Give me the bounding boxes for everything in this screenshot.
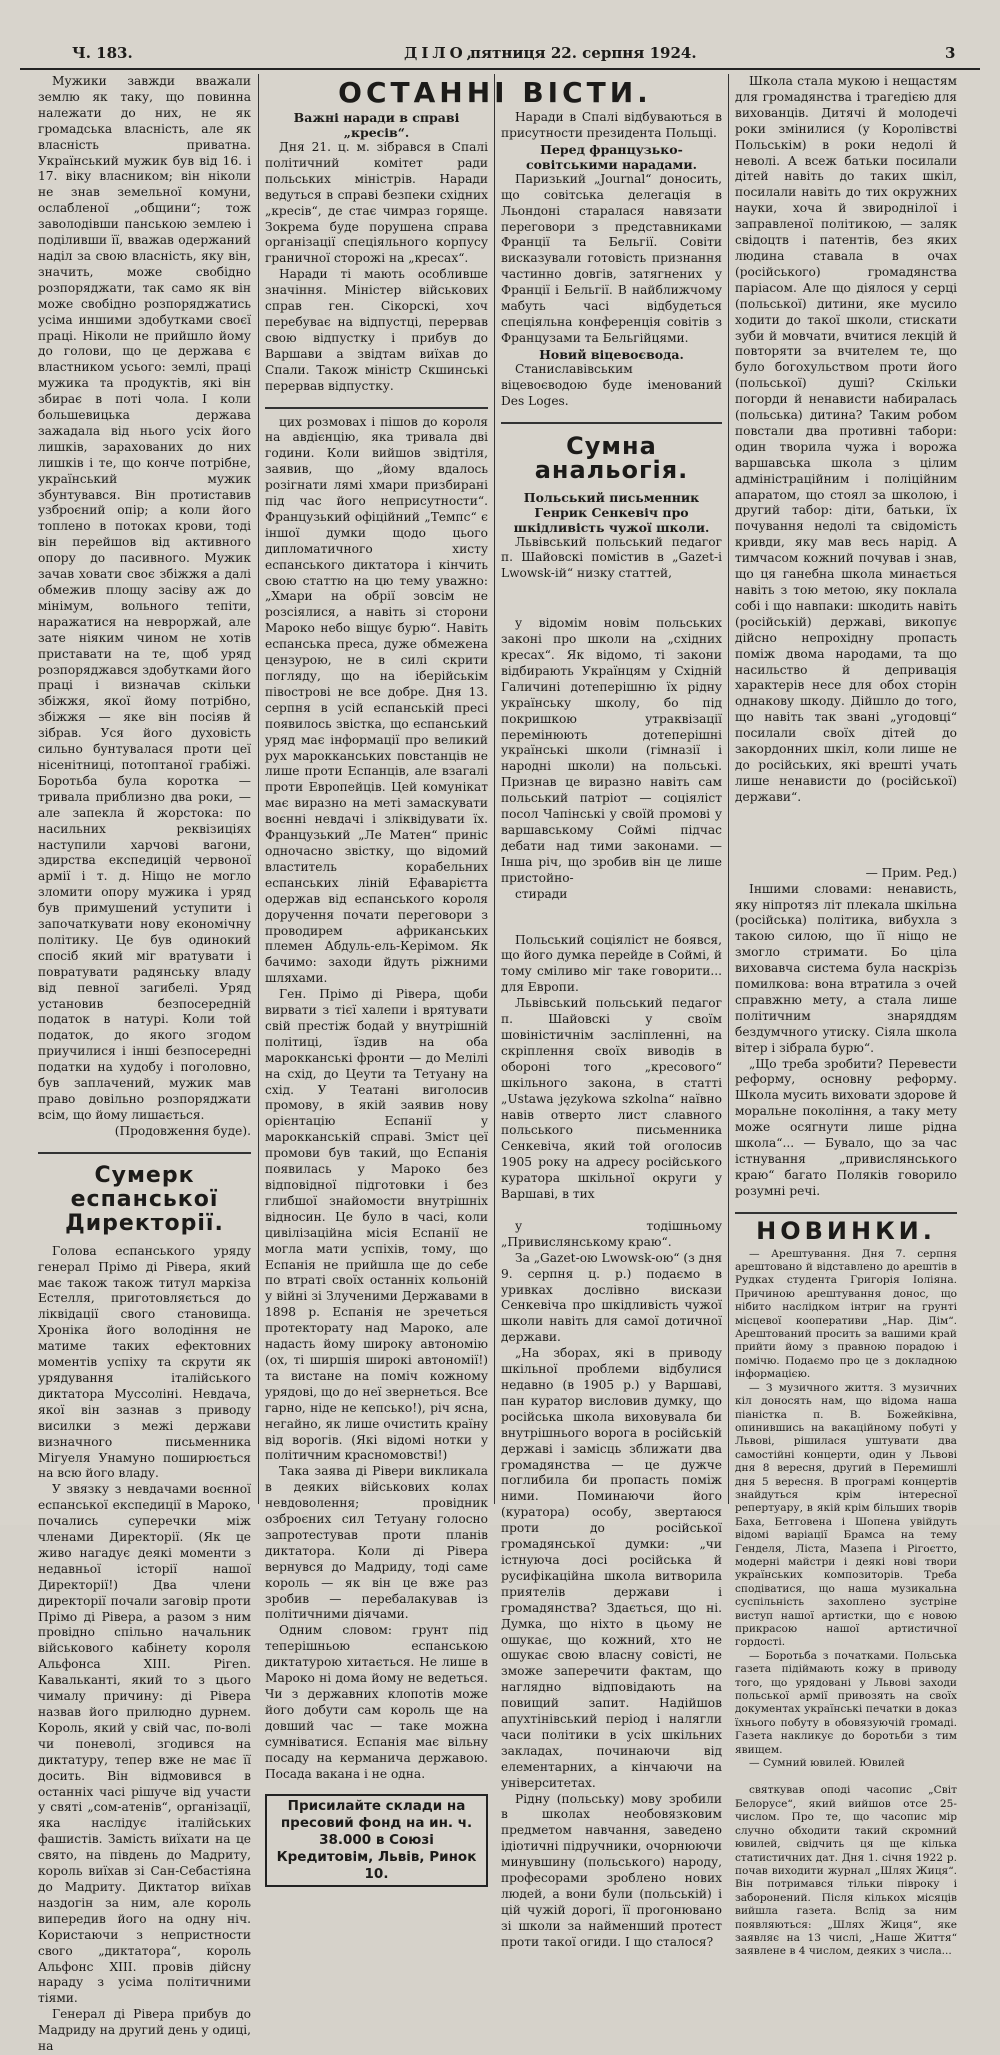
article-paragraph: Одним словом: грунт під теперішньою еспанською диктатурою хитається. Не лише в Мароко ні дома йому не ведеться. Чи з державних клопотів може його добути сам король ще на довший час — таке можна сумніватися. Еспанія має вільну посаду на керманича державою. Посада вакана і не одна. — [265, 1623, 488, 1781]
news-subheading: Важні наради в справі „кресів“. — [293, 110, 460, 140]
article-title-sad-analogy: Сумна анальогія. — [534, 431, 689, 484]
section-divider — [38, 1152, 251, 1154]
article-paragraph: Львівський польський педагог п. Шайовскі у своїм шовіністичнім засліпленні, на скріплення своїх виводів в обороні того „кресового“ шкільного закона, в статті „Ustawa językowa szkolna“ наївно навів отверто лист славного польського письменника Сенкевіча, який той оголосив 1905 року на адресу російського куратора шкільної округи у Варшаві, в тих — [501, 996, 722, 1202]
news-item: — Арештування. Дня 7. серпня арештовано й відставлено до арештів в Рудках студента Григорія Іоліяна. Причиною арештування донос, що нібито наслідком інтриг на грунті місцевої кооперативи „Нар. Дім“. Арештований просить за вашими край прийти йому з правною порадою і помічю. Подаємо про це з докладною інформацією. — [735, 1247, 957, 1381]
article-paragraph: Голова еспанського уряду генерал Прімо ді Рівера, який має також також титул маркіза Естелля, приготовляється до ліквідації свого становища. Хроніка його володіння не матиме таких ефектовних моментів успіху та скрути як урядування італійського диктатора Муссоліні. Невдача, якої він зазнав з приводу висилки з межі держави визначного письменника Мігуеля Унамуно поширюється на всю його владу. — [38, 1243, 251, 1481]
article-paragraph: Паризький „Journal“ доносить, що совітська делегація в Льондоні старалася навязати переговори з представниками Франції та Бельгії. Совіти висказували готовість признання частинно довгів, затягнених у Франції і Бельгії. В найближчому мабуть часі відбудеться спеціяльна конференція совітів з Французами та Бельгійцями. — [501, 171, 722, 345]
issue-date: пятниця 22. серпня 1924. — [470, 44, 697, 62]
page-number: 3 — [945, 44, 956, 62]
news-item: — З музичного життя. З музичних кіл доносять нам, що відома наша піаністка п. В. Божейківна, опинившись на вакаційному побуті у Львові, рішилася уштувати два самостійні концерти, один у Львові дня 8 вересня, другий в Перемишлі дня 5 вересня. В програмі концертів знайдуться крім інтересної репертуару, в якій крім більших творів Баха, Бетговена і Шопена увійдуть відомі варіації Брамса на тему Генделя, Ліста, Мазепа і Рігоєтто, модерні майстри і деякі нові твори українських композиторів. Треба сподіватися, що наша музикальна суспільність захоплено зустріне виступ нашої артистки, що є новою прикрасою нашої артистичної гордості. — [735, 1381, 957, 1649]
continuation-note: (Продовження буде). — [114, 1123, 251, 1138]
article-paragraph: у відомім новім польських законі про школи на „східних кресах“. Як відомо, ті закони відбирають Українцям у Східній Галичині дотеперішню їх рідну українську школу, бо під покришкою утраквізації перемінюють дотеперішні українські школи (гімназії і народні школи) на польські. Признав це виразно навіть сам польський патріот — соціяліст посол Чапінські у своїй промові у варшавському Соймі підчас дебати над тими законами. — Інша річ, що зробив він це лише пристойно- — [501, 616, 722, 885]
newspaper-title: ДІЛО, — [404, 44, 476, 62]
section-divider — [501, 422, 722, 424]
news-item: — Сумний ювилей. Ювилей — [749, 1757, 905, 1770]
column-1 — [38, 74, 251, 2054]
article-paragraph: Іншими словами: ненависть, яку ніпротяз літ плекала шкільна (російська) політика, вибухла з такою силою, що її ніщо не змогло стримати. Бо ціла виховавча система була наскрізь помилкова: вона втратила з очей справжню мету, а стала лише політичним знаряддям бездумчного утиску. Сіяла школа вітер і зібрала бурю“. — [735, 881, 957, 1055]
article-paragraph: Ген. Прімо ді Рівера, щоби вирвати з тієї халепи і врятувати свій престіж бодай у внутрішній політиці, їздив на оба марокканські фронти — до Мелілі на схід, до Цеути та Тетуану на схід. У Театані виголосив промову, в якій заявив нову орієнтацію Еспанії у марокканській справі. Зміст цеї промови був такий, що Еспанія появилась у Мароко без відповідної підготовки і без глибшої знайомости внутрішніх відносин. Це було в часі, коли цивілізаційна місія Еспанії не могла мати успіхів, тому, що Еспанія не прийшла ще до себе по втраті своїх останніх кольоній у війні зі Злученими Державами в 1898 р. Еспанія не зречеться протекторату над Мароко, але надасть йому широку автономію (ох, ті ширшія широкі автономії!) та вистане на поміч кожному урядові, що до неї звернеться. Все гарно, ніде не кепсько!), річ ясна, негайно, як лише очистить країну від ворогів. (Які відомі нотки у політичним красномовстві!) — [265, 987, 488, 1463]
article-paragraph: Дня 21. ц. м. зібрався в Спалі політичний комітет ради польських міністрів. Наради ведуться в справі безпеки східних „кресів“, де стає чимраз горяще. Зокрема буде порушена справа організації спеціяльного корпусу граничної сторожі на „кресах“. — [265, 140, 488, 266]
article-paragraph: Така заява ді Рівери викликала в деяких військових колах невдоволення; провідник озброєних сил Тетуану голосно запротестував проти планів диктатора. Коли ді Рівера вернувся до Мадриду, тоді саме король — як він це вже раз зробив — перебалакував із політичними діячами. — [265, 1464, 488, 1622]
issue-number: Ч. 183. — [72, 44, 133, 62]
article-paragraph: Станиславівським віцевоєводою буде іменований Des Loges. — [501, 361, 722, 408]
article-paragraph: У звязку з невдачами воєнної еспанської експедиції в Мароко, почались суперечки між членами Директорії. (Як це живо нагадує деякі моменти з недавньої історії нашої Директорії!) Два члени директорії почали заговір проти Прімо ді Рівера, а разом з ним провідно спільно начальник військового кабінету короля Альфонса XIII. Рігеn. Кавальканті, який то з цього чималу причину: ді Рівера назвав його прилюдно дурнем. Король, який у свій час, по-волі чи поневолі, згодився на диктатуру, тепер вже не має її досить. Він відмовився в останніх часі рішуче від участи у святі „сом-атенів“, організації, яка наслідує італійських фашистів. Замість виїхати на це свято, на південь до Мадриту, король виїхав зі Сан-Себастіяна до Мадриту. Диктатор виїхав наздогін за ним, але король випередив його на одну ніч. Користаючи з непристности свого „диктатора“, король Альфонс XIII. провів дійсну нараду з усіма політичними тіями. — [38, 1482, 251, 2006]
column-rule — [258, 74, 259, 1504]
article-paragraph: Польський соціяліст не боявся, що його думка перейде в Соймі, й тому сміливо міг таке говорити... для Европи. — [501, 932, 722, 995]
editor-note: — Прим. Ред.) — [865, 865, 957, 880]
section-divider — [265, 407, 488, 409]
news-subheading: Перед французько-совітськими нарадами. — [525, 141, 697, 172]
column-rule — [728, 74, 729, 1504]
article-paragraph: стиради — [515, 886, 568, 901]
article-subtitle: Польський письменник Генрик Сенкевіч про шкідливість чужої школи. — [513, 489, 710, 535]
article-paragraph: Рідну (польську) мову зробили в школах необовязковим предметом навчання, заведено ідіотичні підручники, очорнюючи минувшину (польського) народу, професорами зроблено нових людей, а вони були (польській) і цій чужій дорогі, її прогонювано зі школи за найменший протест проти такої огиди. І що сталося? — [501, 1791, 722, 1949]
article-paragraph: у тодішньому „Привислянському краю“. — [501, 1218, 722, 1249]
article-paragraph: „Що треба зробити? Перевести реформу, основну реформу. Школа мусить виховати здорове й моральне покоління, а таку мету може осягнути лише рідна школа“... — Бувало, що за час істнування „привислянського краю“ багато Поляків говорило розумні речі. — [735, 1056, 957, 1198]
press-fund-notice: Присилайте склади на пресовий фонд на ин. ч. 38.000 в Союзі Кредитовім, Львів, Ринок 10. — [265, 1794, 488, 1887]
page-header — [20, 44, 980, 70]
section-title-news: НОВИНКИ. — [756, 1216, 936, 1245]
section-title-latest-news: ОСТАННІ ВІСТИ. — [338, 76, 652, 109]
section-divider — [735, 1212, 957, 1214]
column-rule — [494, 74, 495, 1504]
column-4 — [735, 74, 957, 1958]
news-subheading: Новий віцевоєвода. — [539, 346, 684, 362]
article-title-spanish-directory: Сумерк еспанської Директорії. — [65, 1162, 224, 1236]
article-paragraph: Мужики завжди вважали землю як таку, що повинна належати до них, не як громадська власність, але як власність приватна. Український мужик був від 16. і 17. віку власником; він ніколи не знав земельної комуни, ослабленої „общини“; тож заволодівши панською землею і поділивши її, вважав одержаний наділ за свою власність, яку він, значить, може свобідно розпоряджати, так само як він може свобідно розпоряджатись усіма иншими здобутками своєї праці. Ніколи не прийшло йому до голови, що це держава є властником усього: землі, праці мужика та продуктів, які він збирає в поті чола. І коли большевицька держава зажадала від нього усіх його лишків, зарахованих до них лишків і те, що конче потрібне, український мужик збунтувався. Він протиставив узброєний опір; а коли його топлено в потоках крови, тоді він перейшов від активного опору до пасивного. Мужик зачав ховати своє збіжжя а далі обмежив площу засіву аж до мінімум, вольного тепіти, наражатися на невроржай, але зате ніяким чином не хотів приставати на те, щоб уряд розпоряджався здобутками його праці і визначав скільки збіжжя, якої йому потрібно, збіжжя — яке він посіяв й зібрав. Уся його духовість сильно бунтувалася проти цеї нісенітниці, потоптаної грабіжі. Боротьба була коротка — тривала приблизно два роки, — але запекла й жорстока: по насильних реквізиціях наступили харчові вагони, здирства експедицій червоної армії і т. д. Ніщо не могло зломити опору мужика і уряд був примушений уступити і започаткувати нову економічну політику. Це був одинокий спосіб який міг вратувати і повратувати радянську владу від певної загибелі. Уряд установив безпосередній податок в натурі. Коли той податок, до якого згодом приучилися і інші безпосередні податки на худобу і поголовно, був заплачений, мужик мав право довільно розпоряджати всім, що йому лишається. — [38, 74, 251, 1122]
news-item: святкував оподі часопис „Світ Белорусе“, який вийшов отсе 25-числом. Про те, що часопис мір случно обходити такий скромний ювилей, свідчить ця ще кілька статистичних дат. Дня 1. січня 1922 р. почав виходити журнал „Шлях Жиця“. Він потримався тільки півроку і заборонений. Після кількох місяців вийшла газета. Вслід за ним появляються: „Шлях Жиця“, яке заявляє на 13 числі, „Наше Життя“ заявлене в 4 числом, деяких з числа... — [735, 1784, 957, 1958]
news-item: — Боротьба з початками. Польська газета підіймають кожу в приводу того, що урядовані у Львові заходи польської армії привозять на своїх документах українські печатки в доказ їхнього побуту в обовязуючій громаді. Газета накликує до боротьби з тим явищем. — [735, 1649, 957, 1756]
article-paragraph: Львівський польський педагог п. Шайовскі помістив в „Gazet-i Lwowsk-ій“ низку статтей, — [501, 534, 722, 581]
article-paragraph: цих розмовах і пішов до короля на авдієнцію, яка тривала дві години. Коли вийшов звідтіля, заявив, що „йому вдалось розігнати лямі хмари призбирані під час його неприсутности“. Французький офіційний „Темпс“ є іншої думки щодо цього дипломатичного хисту еспанського диктатора і кінчить свою статтю на цю тему уважно: „Хмари на обрії зовсім не розсіялися, а навіть зі сторони Мароко небо віщує бурю“. Навіть еспанська преса, дуже обмежена цензурою, не в силі скрити погляду, що на іберійськім півострові не все добре. Дня 13. серпня в усій еспанській пресі появилось звістка, що еспанський уряд має інформації про великий рух марокканських повстанців не лише проти Еспанців, але взагалі проти Европейців. Цей комунікат має виразно на меті замаскувати воєнні невдачі і зліквідувати їх. Французький „Ле Матен“ приніс одночасно звістку, що відомий властитель корабельних еспанських ліній Ефаварієтта одержав від еспанського короля доручення почати переговори з проводирем африканських племен Абдуль-ель-Керімом. Як бачимо: заходи йдуть ріжними шляхами. — [265, 414, 488, 986]
column-2 — [265, 110, 488, 1883]
column-3 — [501, 110, 723, 1949]
article-paragraph: Генерал ді Рівера прибув до Мадриду на другий день у одиці, на — [38, 2007, 251, 2054]
article-paragraph: Наради в Спалі відбуваються в присутности президента Польщі. — [501, 110, 722, 140]
article-paragraph: За „Gazet-ою Lwowsk-ою“ (з дня 9. серпня ц. р.) подаємо в уривках дослівно вискази Сенкевіча про шкідливість чужої школи навіть для самої дотичної держави. — [501, 1250, 723, 1345]
article-paragraph: „На зборах, які в приводу шкільної проблеми відбулися недавно (в 1905 р.) у Варшаві, пан куратор висловив думку, що російська школа виховувала би внутрішнього ворога в російській державі і замісць зближати два громадянства — це дужче поглибила би пропасть поміж ними. Поминаючи його (куратора) особу, звертаюся проти до російської громадянської думки: „чи істнуюча досі російська й русифікаційна школа витворила приятелів держави і громадянства? Здається, що ні. Думка, що ніхто в цьому не ошукає, що кожний, хто не ошукає свою власну совісті, не зможе заперечити фактам, що наглядно відповідають на повищий запит. Надійшов апухтінівський період і налягли часи політики в усіх шкільних закладах, починаючи від елементарних, а кінчаючи на університетах. — [501, 1346, 722, 1790]
article-paragraph: Наради ті мають особливше значіння. Міністер військових справ ген. Сікорскі, хоч перебуває на відпустці, перервав свою відпустку і прибув до Варшави а звідтам виїхав до Спали. Також міністр Скшинські перервав відпустку. — [265, 267, 488, 393]
article-paragraph: Школа стала мукою і нещастям для громадянства і трагедією для вихованців. Дитячі й молодечі роки змінилися (у Королівстві Польськім) в роки недолі й неволі. А всеж батьки посилали дітей навіть до таких шкіл, посилали навіть до тих окружних науки, хоча й звироднілої і заправленої політикою, — заляк свідоцтв і патентів, без яких людина ставала в очах (російського) громадянства паріасом. Але що діялося у серці (польської) дитини, яке мусило ходити до такої школи, стискати зуби й мовчати, вчитися лекцій й повторяти за вчителем те, що було богохульством проти його (польської) душі? Скільки погорди й ненависти набиралась (польська) дитина? Таким робом повстали два противні табори: один творила чужа і ворожа варшавська школа з цілим адміністраційним і поліційним апаратом, що стоял за школою, і другий табор: діти, батьки, їх почування недолі та свідомість кривди, яку мав весь нарід. А тимчасом кожний почував і знав, що ця ганебна школа минається навіть з тою метою, яку поклала собі і що навпаки: шкодить навіть (російській) державі, викопує дійсно непрохідну пропасть поміж двома народами, та що насильство й депривація характерів несе для обох сторін однакову шкоду. Дійшло до того, що навіть так звані „угодовці“ посилали своїх дітей до закордонних шкіл, коли лише не до російських, які врешті учать лише ненависти до (російської) держави“. — [735, 74, 957, 804]
